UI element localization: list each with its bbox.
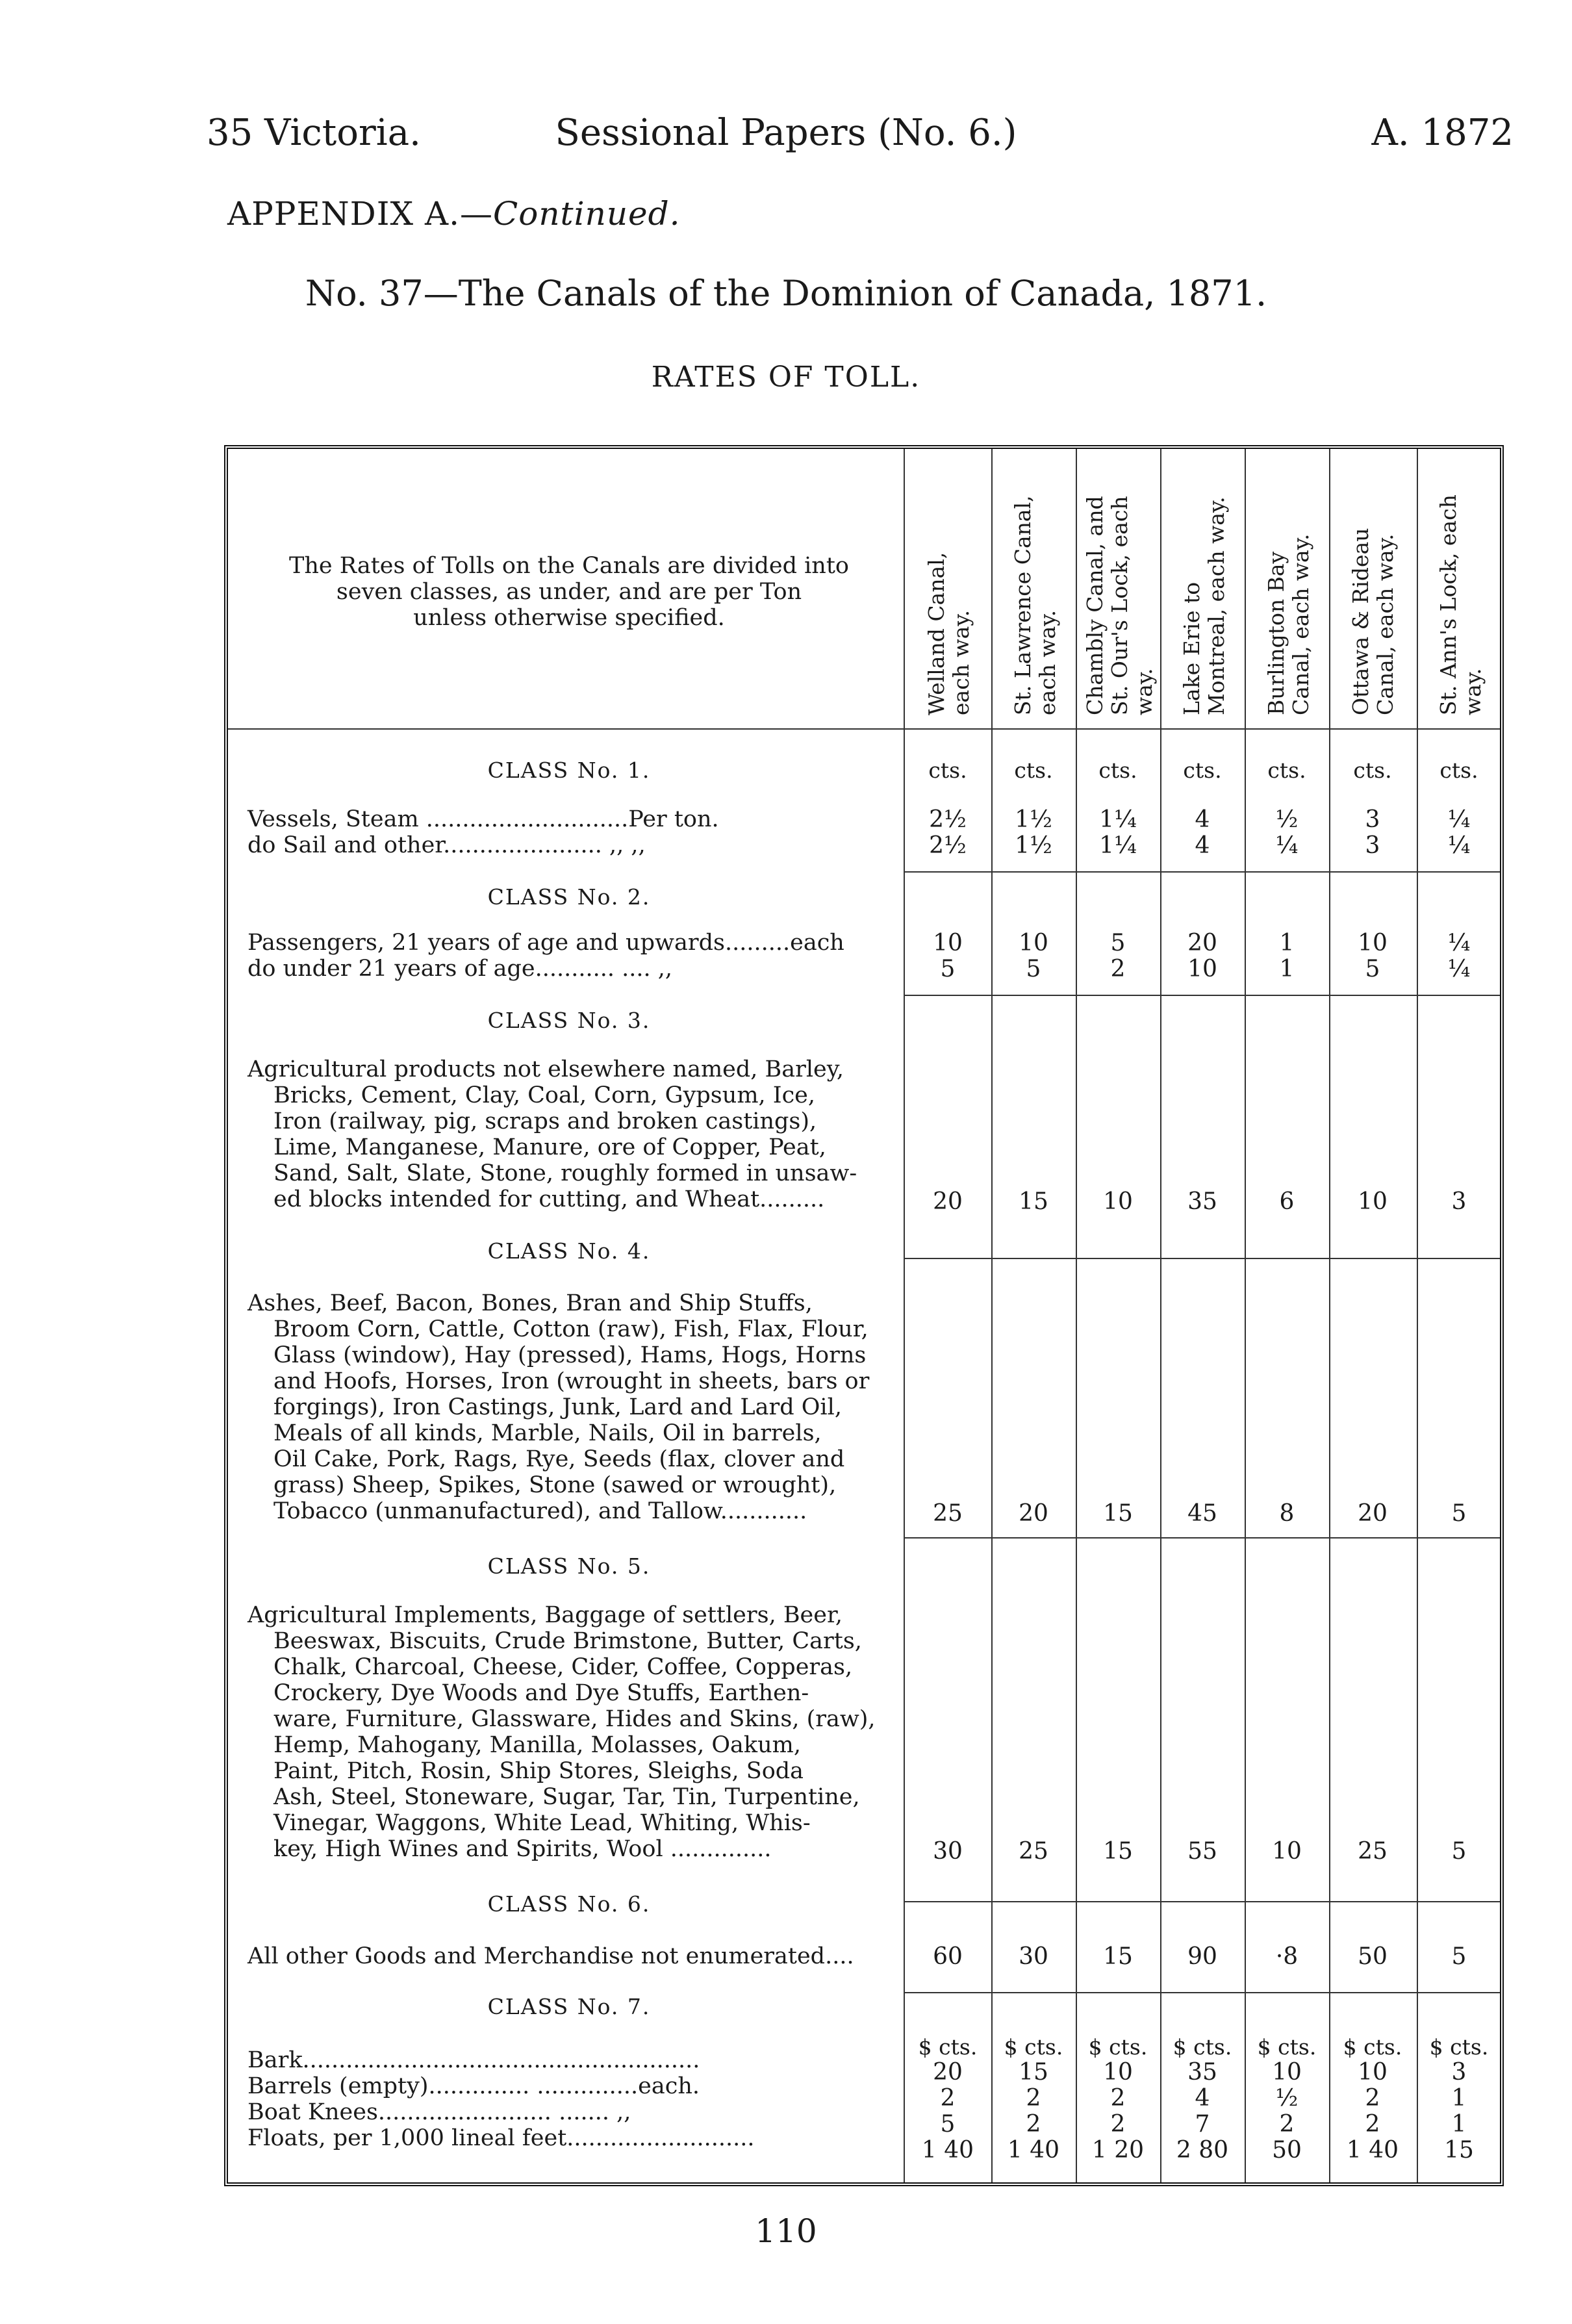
- cell-value: ½: [1275, 2085, 1299, 2112]
- cell-value: 2: [1026, 2111, 1041, 2138]
- cell-value: 5: [1365, 956, 1380, 982]
- class-4-description: [247, 1290, 897, 1524]
- description-line: Agricultural Implements, Baggage of settlers, Beer,: [247, 1602, 843, 1628]
- cell-value: 5: [1026, 956, 1041, 982]
- column-divider: [904, 449, 905, 2182]
- cell-value: 5: [1451, 1500, 1467, 1527]
- row-label: Passengers, 21 years of age and upwards.........each: [247, 930, 844, 956]
- description-line: ed blocks intended for cutting, and Wheat.........: [273, 1186, 825, 1212]
- cell-value: 8: [1279, 1500, 1295, 1527]
- cell-value: 2½: [929, 806, 967, 833]
- row-divider: [904, 1258, 1500, 1259]
- cell-value: 10: [1103, 1188, 1133, 1215]
- description-line: Broom Corn, Cattle, Cotton (raw), Fish, Flax, Flour,: [273, 1316, 868, 1342]
- unit-label: cts.: [1183, 758, 1222, 783]
- cell-value: 20: [1358, 1500, 1388, 1527]
- description-line: Glass (window), Hay (pressed), Hams, Hogs, Horns: [273, 1342, 867, 1368]
- cell-value: 10: [1103, 2059, 1133, 2086]
- description-line: forgings), Iron Castings, Junk, Lard and Lard Oil,: [273, 1394, 842, 1420]
- row-label: do under 21 years of age........... .... ,,: [247, 956, 673, 982]
- class-5-description: [247, 1602, 897, 1862]
- cell-value: 1 40: [1007, 2137, 1060, 2164]
- class-5-heading: CLASS No. 5.: [487, 1553, 651, 1579]
- column-header-chambly: [1078, 494, 1162, 715]
- description-line: Crockery, Dye Woods and Dye Stuffs, Earthen-: [273, 1680, 809, 1706]
- cell-value: 2: [1110, 2111, 1126, 2138]
- description-line: ware, Furniture, Glassware, Hides and Skins, (raw),: [273, 1706, 876, 1732]
- description-line: Bricks, Cement, Clay, Coal, Corn, Gypsum, Ice,: [273, 1082, 816, 1108]
- unit-label: $ cts.: [1429, 2034, 1489, 2060]
- cell-value: 5: [1451, 1838, 1467, 1865]
- class-1-heading: CLASS No. 1.: [487, 758, 651, 783]
- description-line: Chalk, Charcoal, Cheese, Cider, Coffee, Copperas,: [273, 1654, 853, 1680]
- column-header-burlington: [1247, 494, 1331, 715]
- cell-value: 1 40: [1346, 2137, 1399, 2164]
- cell-value: ¼: [1447, 806, 1471, 833]
- cell-value: 20: [933, 1188, 963, 1215]
- cell-value: 6: [1279, 1188, 1295, 1215]
- cell-value: 10: [1358, 930, 1388, 956]
- cell-value: 55: [1187, 1838, 1217, 1865]
- unit-label: cts.: [1353, 758, 1392, 783]
- description-line: Lime, Manganese, Manure, ore of Copper, Peat,: [273, 1134, 826, 1160]
- cell-value: 35: [1187, 2059, 1217, 2086]
- description-line: Sand, Salt, Slate, Stone, roughly formed in unsaw-: [273, 1160, 857, 1186]
- column-header-ottawa-rideau: [1331, 494, 1415, 715]
- cell-value: 4: [1195, 2085, 1210, 2112]
- cell-value: 2: [1365, 2111, 1380, 2138]
- cell-value: 10: [1272, 1838, 1302, 1865]
- row-label: Barrels (empty).............. ..............each.: [247, 2073, 700, 2099]
- unit-label: cts.: [928, 758, 967, 783]
- row-label: Bark.......................................................: [247, 2047, 700, 2073]
- description-line: Beeswax, Biscuits, Crude Brimstone, Butter, Carts,: [273, 1628, 862, 1654]
- cell-value: 4: [1195, 832, 1210, 859]
- header-sessional-papers: Sessional Papers (No. 6.): [555, 112, 1017, 154]
- column-header-text: St. Lawrence Canal, each way.: [1010, 495, 1060, 715]
- cell-value: 50: [1358, 1943, 1388, 1970]
- cell-value: 1½: [1015, 832, 1052, 859]
- cell-value: 15: [1019, 1188, 1048, 1215]
- cell-value: 15: [1103, 1838, 1133, 1865]
- cell-value: 35: [1187, 1188, 1217, 1215]
- table-intro: [247, 553, 891, 631]
- description-line: Vinegar, Waggons, White Lead, Whiting, Whis-: [273, 1810, 811, 1836]
- description-line: Oil Cake, Pork, Rags, Rye, Seeds (flax, clover and: [273, 1446, 845, 1472]
- cell-value: 20: [1019, 1500, 1048, 1527]
- row-label: Vessels, Steam ............................Per ton.: [247, 806, 719, 832]
- cell-value: ·8: [1275, 1943, 1299, 1970]
- cell-value: 2: [1110, 956, 1126, 982]
- class-7-rows: [247, 2047, 897, 2151]
- cell-value: 90: [1187, 1943, 1217, 1970]
- description-line: key, High Wines and Spirits, Wool ..............: [273, 1836, 772, 1862]
- column-header-st-anns: [1419, 494, 1503, 715]
- class-6-heading: CLASS No. 6.: [487, 1891, 651, 1917]
- cell-value: 2: [1110, 2085, 1126, 2112]
- description-line: Agricultural products not elsewhere named, Barley,: [247, 1056, 844, 1082]
- unit-label: cts.: [1439, 758, 1478, 783]
- cell-value: 3: [1365, 832, 1380, 859]
- description-line: grass) Sheep, Spikes, Stone (sawed or wrought),: [273, 1472, 837, 1498]
- column-header-text: Welland Canal, each way.: [924, 552, 974, 715]
- cell-value: 10: [1358, 2059, 1388, 2086]
- cell-value: 2: [1365, 2085, 1380, 2112]
- cell-value: 45: [1187, 1500, 1217, 1527]
- rates-table: [224, 445, 1504, 2186]
- cell-value: 1 20: [1091, 2137, 1145, 2164]
- column-header-text: Lake Erie to Montreal, each way.: [1179, 496, 1229, 715]
- cell-value: ¼: [1447, 930, 1471, 956]
- column-header-text: St. Ann's Lock, each way.: [1436, 494, 1486, 715]
- cell-value: 30: [1019, 1943, 1048, 1970]
- page-subtitle: RATES OF TOLL.: [651, 361, 921, 394]
- cell-value: ½: [1275, 806, 1299, 833]
- cell-value: 30: [933, 1838, 963, 1865]
- cell-value: 1¼: [1099, 806, 1137, 833]
- column-header-text: Burlington Bay Canal, each way.: [1263, 533, 1313, 715]
- class-3-heading: CLASS No. 3.: [487, 1008, 651, 1033]
- description-line: Iron (railway, pig, scraps and broken castings),: [273, 1108, 817, 1134]
- cell-value: 5: [940, 2111, 956, 2138]
- column-divider: [991, 449, 993, 2182]
- unit-label: $ cts.: [1004, 2034, 1063, 2060]
- cell-value: 10: [1019, 930, 1048, 956]
- row-divider: [904, 1992, 1500, 1993]
- column-header-lake-erie: [1162, 494, 1247, 715]
- unit-label: cts.: [1014, 758, 1053, 783]
- cell-value: 5: [1451, 1943, 1467, 1970]
- cell-value: 15: [1444, 2137, 1474, 2164]
- column-header-st-lawrence: [993, 494, 1078, 715]
- column-header-welland: [907, 494, 991, 715]
- cell-value: ¼: [1447, 956, 1471, 982]
- cell-value: 25: [933, 1500, 963, 1527]
- cell-value: ¼: [1275, 832, 1299, 859]
- cell-value: 15: [1103, 1943, 1133, 1970]
- row-label: Boat Knees........................ ....... ,,: [247, 2099, 631, 2125]
- description-line: Ash, Steel, Stoneware, Sugar, Tar, Tin, Turpentine,: [273, 1784, 860, 1810]
- cell-value: 10: [933, 930, 963, 956]
- cell-value: 5: [940, 956, 956, 982]
- cell-value: 3: [1365, 806, 1380, 833]
- cell-value: 10: [1187, 956, 1217, 982]
- cell-value: 10: [1358, 1188, 1388, 1215]
- cell-value: 1: [1451, 2111, 1467, 2138]
- row-divider: [904, 871, 1500, 873]
- cell-value: 1 40: [921, 2137, 974, 2164]
- description-line: Meals of all kinds, Marble, Nails, Oil in barrels,: [273, 1420, 822, 1446]
- cell-value: 15: [1019, 2059, 1048, 2086]
- description-line: and Hoofs, Horses, Iron (wrought in sheets, bars or: [273, 1368, 870, 1394]
- cell-value: 1: [1279, 956, 1295, 982]
- cell-value: 2: [940, 2085, 956, 2112]
- header-session: 35 Victoria.: [207, 112, 421, 154]
- header-year: A. 1872: [1371, 112, 1514, 154]
- page-number: 110: [755, 2212, 817, 2250]
- page-title: No. 37—The Canals of the Dominion of Canada, 1871.: [305, 273, 1267, 314]
- class-7-heading: CLASS No. 7.: [487, 1994, 651, 2019]
- column-header-text: Ottawa & Rideau Canal, each way.: [1348, 528, 1398, 715]
- description-line: Hemp, Mahogany, Manilla, Molasses, Oakum,: [273, 1732, 801, 1758]
- cell-value: 1¼: [1099, 832, 1137, 859]
- row-label: do Sail and other...................... ,, ,,: [247, 832, 646, 858]
- intro-line: The Rates of Tolls on the Canals are divided into: [289, 553, 849, 579]
- description-line: Paint, Pitch, Rosin, Ship Stores, Sleighs, Soda: [273, 1758, 804, 1784]
- description-line: Ashes, Beef, Bacon, Bones, Bran and Ship Stuffs,: [247, 1290, 813, 1316]
- cell-value: 2: [1279, 2111, 1295, 2138]
- class-2-rows: [247, 930, 897, 982]
- unit-label: $ cts.: [1173, 2034, 1232, 2060]
- cell-value: 2½: [929, 832, 967, 859]
- cell-value: 25: [1358, 1838, 1388, 1865]
- unit-label: $ cts.: [1257, 2034, 1317, 2060]
- cell-value: 3: [1451, 2059, 1467, 2086]
- appendix-label: [227, 195, 681, 233]
- cell-value: 20: [933, 2059, 963, 2086]
- cell-value: 5: [1110, 930, 1126, 956]
- cell-value: 20: [1187, 930, 1217, 956]
- cell-value: 2 80: [1176, 2137, 1229, 2164]
- appendix-continued: Continued.: [492, 195, 681, 233]
- intro-line: seven classes, as under, and are per Ton: [336, 579, 802, 605]
- header-divider: [228, 728, 1500, 730]
- class-4-heading: CLASS No. 4.: [487, 1238, 651, 1264]
- class-1-rows: [247, 806, 897, 858]
- cell-value: 60: [933, 1943, 963, 1970]
- class-2-heading: CLASS No. 2.: [487, 884, 651, 910]
- class-6-description: [247, 1943, 897, 1969]
- unit-label: cts.: [1267, 758, 1306, 783]
- unit-label: $ cts.: [1088, 2034, 1148, 2060]
- cell-value: 50: [1272, 2137, 1302, 2164]
- cell-value: 3: [1451, 1188, 1467, 1215]
- column-header-text: Chambly Canal, and St. Our's Lock, each way.: [1082, 496, 1157, 715]
- unit-label: cts.: [1098, 758, 1137, 783]
- row-label: Floats, per 1,000 lineal feet..........................: [247, 2125, 755, 2151]
- cell-value: 1: [1451, 2085, 1467, 2112]
- cell-value: 15: [1103, 1500, 1133, 1527]
- cell-value: 2: [1026, 2085, 1041, 2112]
- intro-line: unless otherwise specified.: [413, 605, 725, 631]
- unit-label: $ cts.: [1343, 2034, 1402, 2060]
- unit-label: $ cts.: [918, 2034, 978, 2060]
- class-3-description: [247, 1056, 897, 1212]
- row-divider: [904, 1537, 1500, 1539]
- cell-value: 25: [1019, 1838, 1048, 1865]
- description-line: Tobacco (unmanufactured), and Tallow............: [273, 1498, 807, 1524]
- column-divider: [1417, 449, 1418, 2182]
- cell-value: 7: [1195, 2111, 1210, 2138]
- row-divider: [904, 995, 1500, 996]
- description-line: All other Goods and Merchandise not enumerated....: [247, 1943, 854, 1969]
- cell-value: 1½: [1015, 806, 1052, 833]
- cell-value: 1: [1279, 930, 1295, 956]
- row-divider: [904, 1901, 1500, 1902]
- cell-value: 10: [1272, 2059, 1302, 2086]
- appendix-prefix: APPENDIX A.—: [227, 195, 493, 233]
- cell-value: 4: [1195, 806, 1210, 833]
- cell-value: ¼: [1447, 832, 1471, 859]
